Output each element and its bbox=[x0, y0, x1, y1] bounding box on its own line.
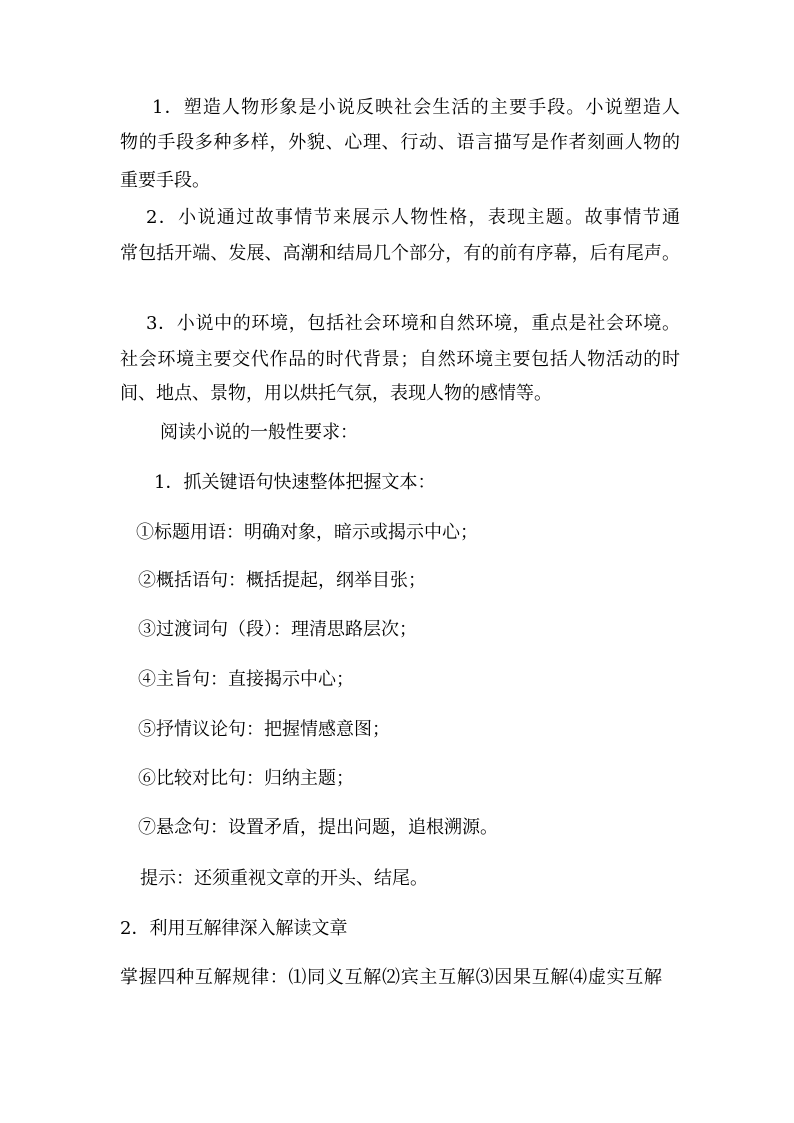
paragraph-1-line-3: 重要手段。 bbox=[120, 170, 210, 191]
section-2-heading: 2．利用互解律深入解读文章 bbox=[120, 918, 348, 939]
list-item: ④主旨句：直接揭示中心； bbox=[138, 669, 354, 690]
tip-text: 提示：还须重视文章的开头、结尾。 bbox=[140, 868, 428, 889]
list-item: ⑥比较对比句：归纳主题； bbox=[138, 768, 354, 789]
list-item: ⑤抒情议论句：把握情感意图； bbox=[138, 719, 390, 740]
paragraph-3-line-3: 间、地点、景物，用以烘托气氛，表现人物的感情等。 bbox=[120, 383, 552, 404]
list-item: ③过渡词句（段）：理清思路层次； bbox=[138, 619, 417, 640]
paragraph-1-line-2: 物的手段多种多样，外貌、心理、行动、语言描写是作者刻画人物的 bbox=[120, 132, 680, 153]
list-item: ①标题用语：明确对象，暗示或揭示中心； bbox=[136, 522, 478, 543]
section-1-heading: 1．抓关键语句快速整体把握文本： bbox=[154, 472, 436, 493]
requirements-heading: 阅读小说的一般性要求： bbox=[160, 422, 358, 443]
paragraph-2-line-1: 2．小说通过故事情节来展示人物性格，表现主题。故事情节通 bbox=[146, 207, 680, 228]
paragraph-3-line-1: 3．小说中的环境，包括社会环境和自然环境，重点是社会环境。 bbox=[146, 313, 680, 334]
list-item: ⑦悬念句：设置矛盾，提出问题，追根溯源。 bbox=[138, 817, 498, 838]
list-item: ②概括语句：概括提起，纲举目张； bbox=[138, 570, 426, 591]
rules-text: 掌握四种互解规律：⑴同义互解⑵宾主互解⑶因果互解⑷虚实互解 bbox=[120, 967, 662, 988]
paragraph-3-line-2: 社会环境主要交代作品的时代背景；自然环境主要包括人物活动的时 bbox=[120, 349, 680, 370]
paragraph-2-line-2: 常包括开端、发展、高潮和结局几个部分，有的前有序幕，后有尾声。 bbox=[120, 243, 680, 264]
paragraph-1-line-1: 1．塑造人物形象是小说反映社会生活的主要手段。小说塑造人 bbox=[152, 97, 680, 118]
